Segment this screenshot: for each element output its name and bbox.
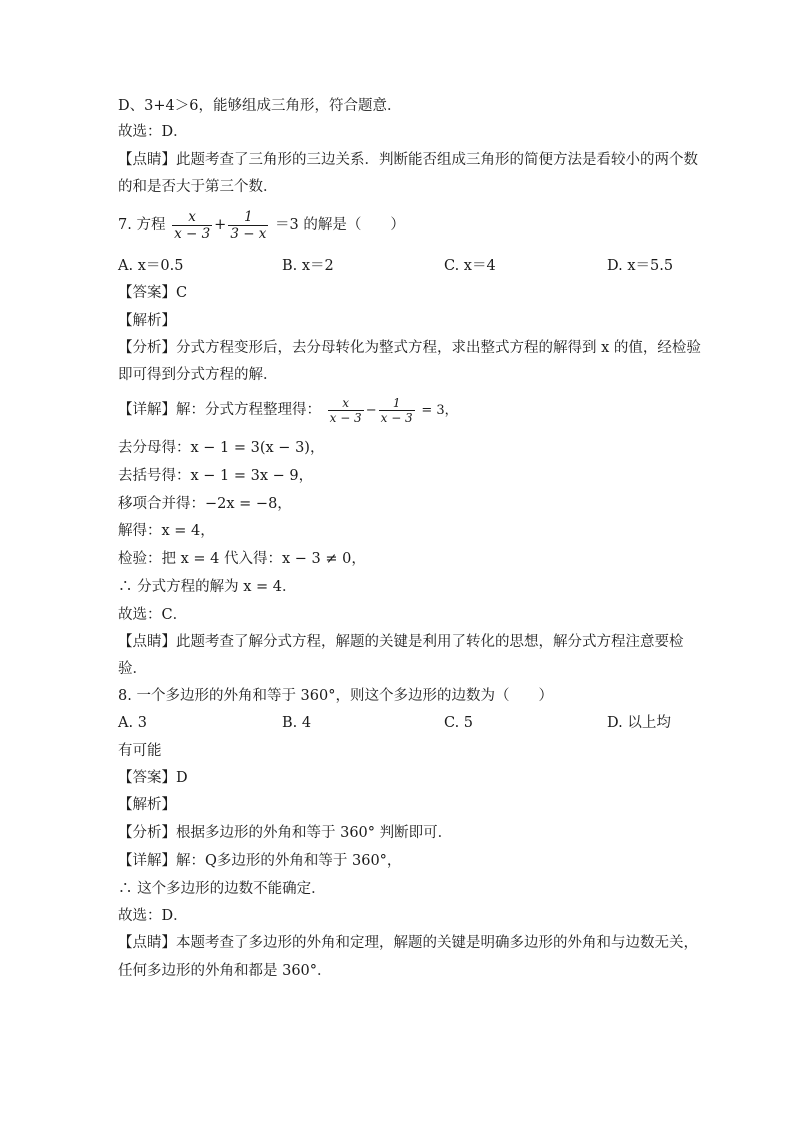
q7-frac1-num: x	[188, 208, 196, 225]
q7-xj-frac2-num: 1	[392, 395, 401, 410]
q7-step: 移项合并得：−2x = −8，	[118, 496, 292, 512]
q8-option-d-cont: 有可能	[118, 743, 162, 759]
note-line: 的和是否大于第三个数．	[118, 179, 278, 195]
q8-conclusion: ∴ 这个多边形的边数不能确定．	[118, 881, 326, 897]
question-7-stem	[118, 208, 405, 242]
q7-frac1-den: x − 3	[174, 225, 211, 242]
q8-note-1: 【点睛】本题考查了多边形的外角和定理，解题的关键是明确多边形的外角和与边数无关，	[118, 935, 698, 951]
q7-detail-fraction-2	[379, 396, 415, 425]
q7-detail-prefix: 【详解】解：分式方程整理得：	[118, 402, 321, 418]
q8-choose: 故选：D．	[118, 908, 188, 924]
q8-option-d: D. 以上均	[607, 715, 671, 731]
q7-option-d: D. x＝5.5	[607, 258, 674, 274]
q7-step: 去括号得：x − 1 = 3x − 9，	[118, 468, 314, 484]
q8-jiexi: 【解析】	[118, 797, 176, 813]
q7-step: 去分母得：x − 1 = 3(x − 3)，	[118, 440, 325, 456]
q7-step: ∴ 分式方程的解为 x = 4．	[118, 579, 297, 595]
q8-option-b: B. 4	[282, 715, 312, 731]
q7-step: 检验：把 x = 4 代入得：x − 3 ≠ 0，	[118, 551, 366, 567]
q7-jiexi: 【解析】	[118, 313, 176, 329]
q7-note-2: 验．	[118, 661, 147, 677]
q7-analysis-2: 即可得到分式方程的解．	[118, 367, 278, 383]
q7-xj-frac1-num: x	[342, 395, 350, 410]
q7-suffix: ＝3 的解是（ ）	[275, 217, 405, 233]
text-line: 故选：D．	[118, 124, 188, 140]
q7-frac2-num: 1	[244, 208, 253, 225]
text-line: D、3+4＞6，能够组成三角形，符合题意．	[118, 98, 402, 114]
q8-analysis: 【分析】根据多边形的外角和等于 360° 判断即可．	[118, 825, 453, 841]
q7-fraction-1	[172, 209, 212, 242]
q7-note-1: 【点睛】此题考查了解分式方程，解题的关键是利用了转化的思想，解分式方程注意要检	[118, 634, 684, 650]
q8-note-2: 任何多边形的外角和都是 360°．	[118, 963, 332, 979]
q7-analysis-1: 【分析】分式方程变形后，去分母转化为整式方程，求出整式方程的解得到 x 的值，经检验	[118, 340, 701, 356]
q7-frac2-den: 3 − x	[230, 225, 267, 242]
q7-prefix: 7. 方程	[118, 217, 166, 233]
q7-answer: 【答案】C	[118, 285, 188, 301]
q7-option-c: C. x＝4	[444, 258, 496, 274]
q8-detail: 【详解】解：Q多边形的外角和等于 360°，	[118, 853, 402, 869]
q8-answer: 【答案】D	[118, 770, 188, 786]
q7-choose: 故选：C．	[118, 607, 188, 623]
q7-xj-frac1-den: x − 3	[329, 410, 362, 425]
q8-option-a: A. 3	[118, 715, 147, 731]
q7-fraction-2	[228, 209, 268, 242]
q7-detail-equation	[118, 393, 458, 428]
q8-option-c: C. 5	[444, 715, 474, 731]
q7-step: 解得：x = 4，	[118, 523, 215, 539]
q7-detail-suffix: = 3，	[421, 403, 458, 418]
q7-detail-minus: −	[365, 403, 377, 418]
q7-option-a: A. x＝0.5	[118, 258, 184, 274]
question-8-stem: 8. 一个多边形的外角和等于 360°，则这个多边形的边数为（ ）	[118, 688, 553, 704]
q7-xj-frac2-den: x − 3	[380, 410, 413, 425]
q7-plus: +	[214, 217, 227, 233]
q7-detail-fraction-1	[328, 396, 364, 425]
note-line: 【点睛】此题考查了三角形的三边关系．判断能否组成三角形的简便方法是看较小的两个数	[118, 152, 698, 168]
q7-option-b: B. x＝2	[282, 258, 334, 274]
